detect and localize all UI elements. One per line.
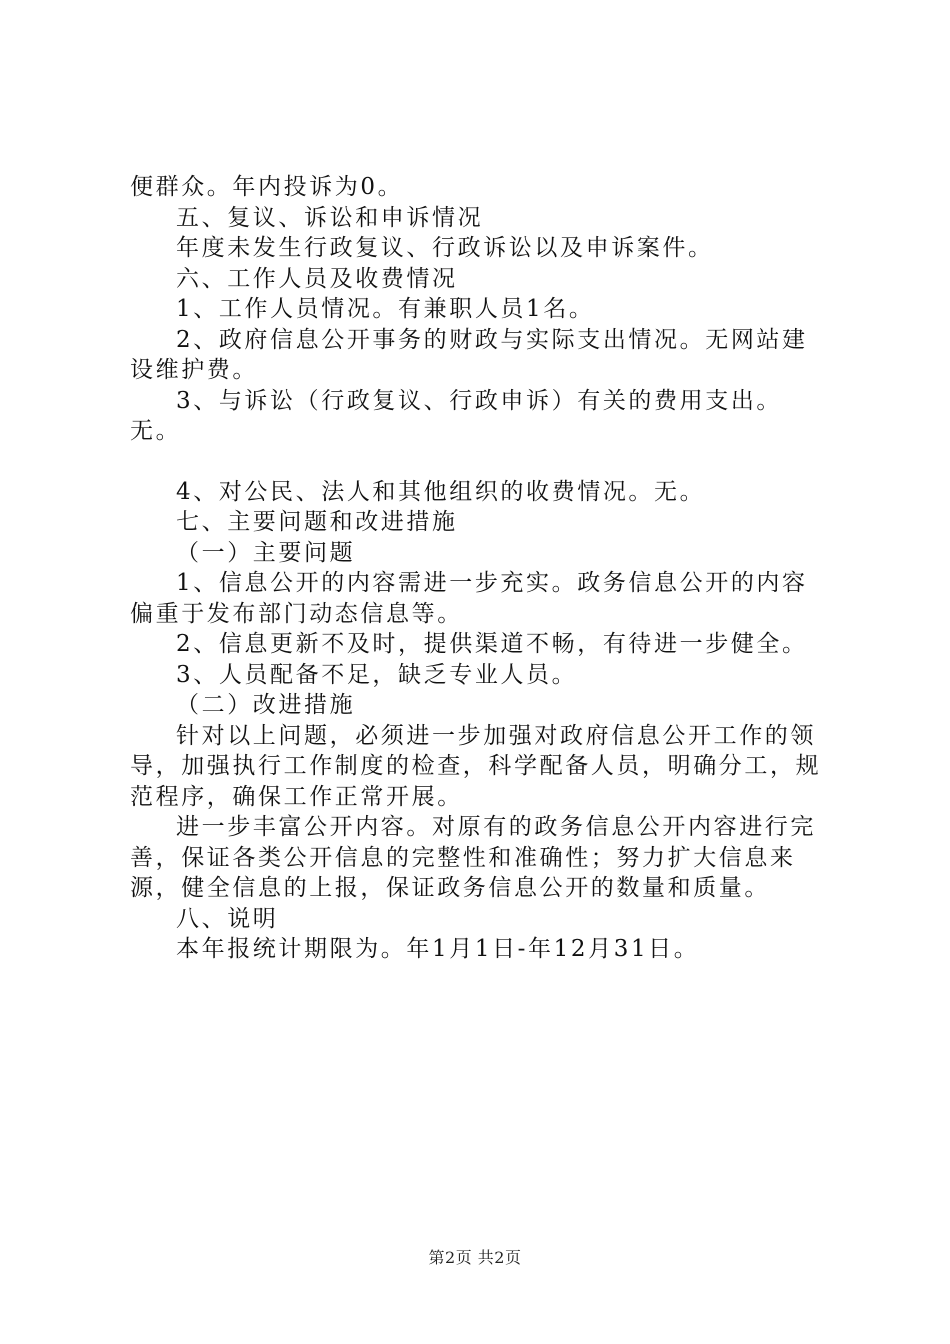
paragraph: 3、与诉讼（行政复议、行政申诉）有关的费用支出。无。 [130,387,783,444]
paragraph: 4、对公民、法人和其他组织的收费情况。无。 [176,478,706,505]
subsection-heading: （二）改进措施 [176,692,356,718]
paragraph: 年度未发生行政复议、行政诉讼以及申诉案件。 [176,235,714,261]
paragraph: 2、信息更新不及时，提供渠道不畅，有待进一步健全。 [176,631,808,657]
paragraph: 便群众。年内投诉为0。 [130,174,404,200]
paragraph: 本年报统计期限为。年1月1日-年12月31日。 [176,936,700,962]
paragraph: 进一步丰富公开内容。对原有的政务信息公开内容进行完善，保证各类公开信息的完整性和准确性；努力扩大信息来源，健全信息的上报，保证政务信息公开的数量和质量。 [130,814,816,901]
paragraph: 1、工作人员情况。有兼职人员1名。 [176,296,595,322]
page-footer: 第2页 共2页 [428,1248,522,1267]
paragraph-gap [130,447,830,477]
section-heading: 七、主要问题和改进措施 [176,509,458,535]
paragraph: 3、人员配备不足，缺乏专业人员。 [176,661,578,688]
paragraph: 2、政府信息公开事务的财政与实际支出情况。无网站建设维护费。 [130,326,808,383]
section-heading: 八、说明 [176,905,279,932]
paragraph: 1、信息公开的内容需进一步充实。政务信息公开的内容偏重于发布部门动态信息等。 [130,570,808,627]
subsection-heading: （一）主要问题 [176,539,356,566]
paragraph: 针对以上问题，必须进一步加强对政府信息公开工作的领导，加强执行工作制度的检查，科学配备人员，明确分工，规范程序，确保工作正常开展。 [130,722,822,810]
document-body [130,172,830,965]
section-heading: 六、工作人员及收费情况 [176,265,458,292]
section-heading: 五、复议、诉讼和申诉情况 [176,204,484,231]
